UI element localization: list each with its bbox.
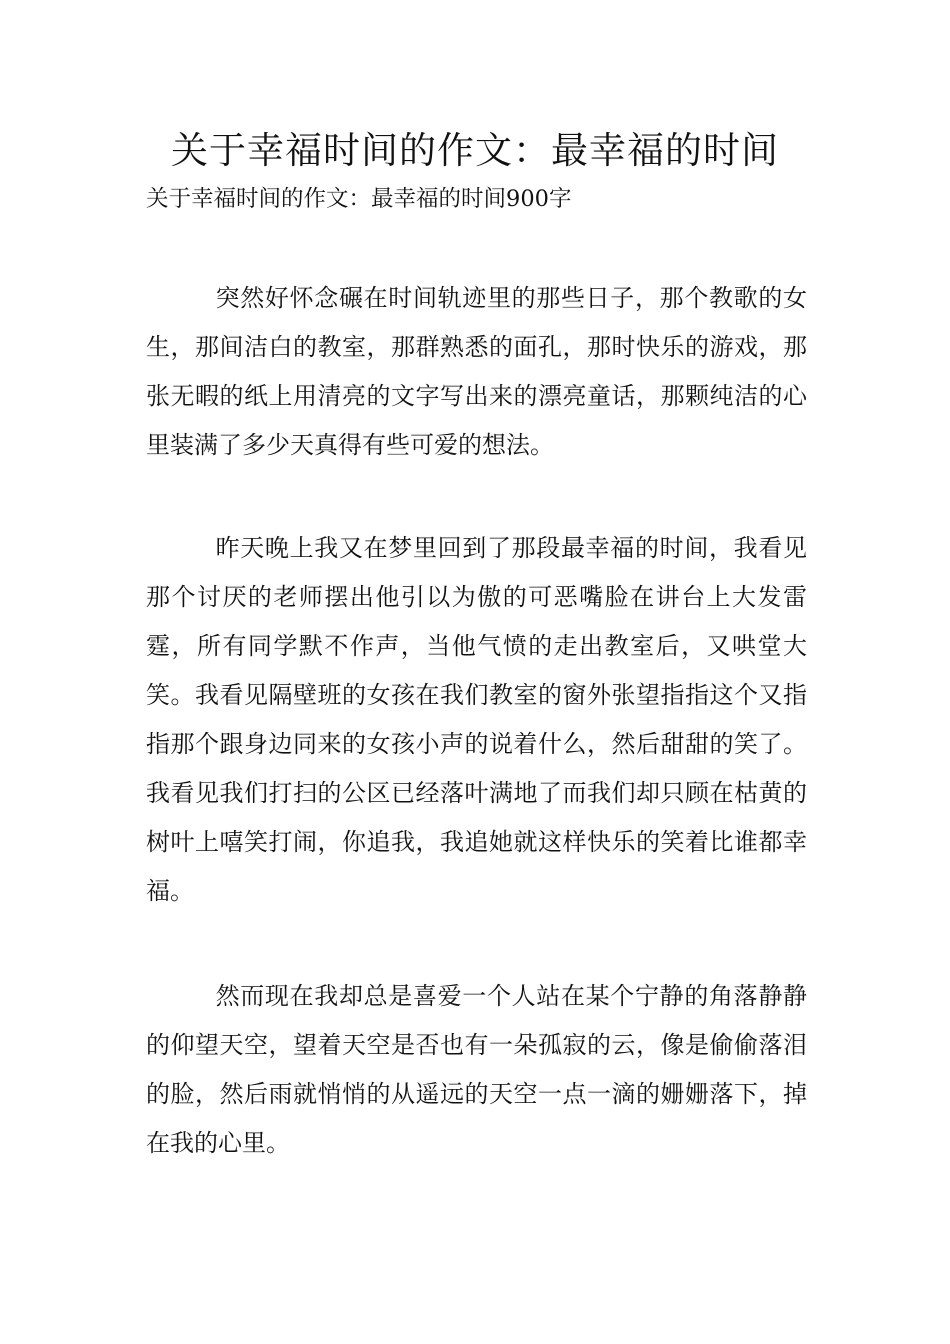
paragraph-2: 昨天晚上我又在梦里回到了那段最幸福的时间，我看见那个讨厌的老师摆出他引以为傲的可恶嘴脸在讲台上大发雷霆，所有同学默不作声，当他气愤的走出教室后，又哄堂大笑。我看见隔壁班的女孩在我们教室的窗外张望指指这个又指指那个跟身边同来的女孩小声的说着什么，然后甜甜的笑了。我看见我们打扫的公区已经落叶满地了而我们却只顾在枯黄的树叶上嘻笑打闹，你追我，我追她就这样快乐的笑着比谁都幸福。 — [146, 534, 807, 905]
paragraph-3: 然而现在我却总是喜爱一个人站在某个宁静的角落静静的仰望天空，望着天空是否也有一朵孤寂的云，像是偷偷落泪的脸，然后雨就悄悄的从遥远的天空一点一滴的姗姗落下，掉在我的心里。 — [146, 982, 807, 1157]
document-title: 关于幸福时间的作文：最幸福的时间 — [171, 129, 779, 172]
paragraph-1: 突然好怀念碾在时间轨迹里的那些日子，那个教歌的女生，那间洁白的教室，那群熟悉的面孔，那时快乐的游戏，那张无暇的纸上用清亮的文字写出来的漂亮童话，那颗纯洁的心里装满了多少天真得有些可爱的想法。 — [146, 284, 807, 459]
document-subtitle: 关于幸福时间的作文：最幸福的时间900字 — [146, 186, 572, 212]
